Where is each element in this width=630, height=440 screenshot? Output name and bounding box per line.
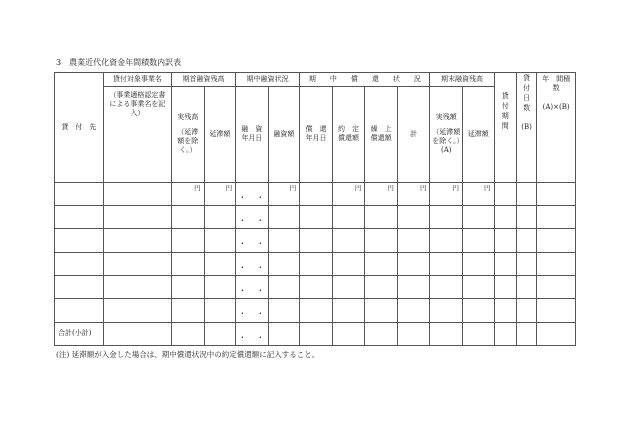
footnote: (注) 延滞額が入金した場合は、期中償還状況中の約定償還額に記入すること。 <box>56 350 320 359</box>
header-overdue: 延滞額 <box>204 87 236 182</box>
header-loan-days-mark: (B) <box>521 122 532 131</box>
header-loan-days <box>516 73 536 183</box>
header-actual-balance-label: 実残高 <box>177 113 199 122</box>
table-row <box>55 182 576 205</box>
unit-label: 円 <box>332 182 365 205</box>
form-title: 3 農業近代化資金年間積数内訳表 <box>56 58 182 67</box>
unit-label: 円 <box>268 182 300 205</box>
unit-label: 円 <box>365 182 398 205</box>
header-early-repay <box>365 87 398 182</box>
header-scheduled-repay-label: 約 定償還額 <box>338 125 360 143</box>
header-actual-balance-note: （延滞額を除く。） <box>177 128 199 155</box>
header-repayment-status: 期 中 償 還 状 況 <box>300 73 430 87</box>
date-placeholder: ・ ・ <box>238 309 266 319</box>
header-total: 計 <box>397 87 430 182</box>
header-early-repay-label: 繰 上償還額 <box>370 125 392 143</box>
header-annual-product-label: 年 間積 数 <box>542 75 578 93</box>
header-loan-date <box>236 87 269 182</box>
header-loan-amount: 融資額 <box>268 87 300 182</box>
header-annual-product <box>537 73 576 183</box>
date-placeholder: ・ ・ <box>238 215 266 225</box>
header-scheduled-repay <box>332 87 365 182</box>
header-business-name-note: （事業適格認定書による事業名を記入） <box>103 87 171 182</box>
unit-label: 円 <box>204 182 236 205</box>
header-closing-overdue: 延滞額 <box>463 87 495 182</box>
header-loan-date-label: 融 資年月日 <box>241 125 263 143</box>
date-placeholder: ・ ・ <box>238 192 266 202</box>
unit-label: 円 <box>463 182 495 205</box>
header-loan-days-label: 貸付日数 <box>523 74 531 113</box>
unit-label: 円 <box>397 182 430 205</box>
table-row <box>55 299 576 322</box>
table-row <box>55 275 576 298</box>
subtotal-row <box>55 322 576 345</box>
header-actual-balance <box>172 87 205 182</box>
header-closing-actual-label: 実残額 <box>435 113 457 122</box>
date-placeholder: ・ ・ <box>238 285 266 295</box>
unit-label: 円 <box>172 182 205 205</box>
header-repay-date-label: 償 還年月日 <box>305 125 327 143</box>
header-annual-product-formula: (A)×(B) <box>542 103 570 112</box>
date-placeholder: ・ ・ <box>238 239 266 249</box>
table-row <box>55 252 576 275</box>
header-closing-actual <box>430 87 463 182</box>
table-row <box>55 229 576 252</box>
subtotal-label: 合計(小計) <box>55 322 104 345</box>
header-closing-actual-note: （延滞額を除く。）(A) <box>432 128 461 155</box>
header-repay-date <box>300 87 333 182</box>
date-placeholder: ・ ・ <box>238 332 266 342</box>
header-loan-status: 期中融資状況 <box>236 73 300 87</box>
unit-label: 円 <box>430 182 463 205</box>
header-borrower: 貸 付 先 <box>55 73 104 183</box>
header-loan-period <box>494 73 516 183</box>
header-loan-period-label: 貸付期間 <box>501 92 509 131</box>
header-closing-balance: 期末融資残高 <box>430 73 494 87</box>
table-row <box>55 205 576 228</box>
date-placeholder: ・ ・ <box>238 262 266 272</box>
loan-integral-table <box>54 72 576 346</box>
header-opening-balance: 期首融資残高 <box>172 73 236 87</box>
header-business-name: 貸付対象事業名 <box>103 73 171 87</box>
